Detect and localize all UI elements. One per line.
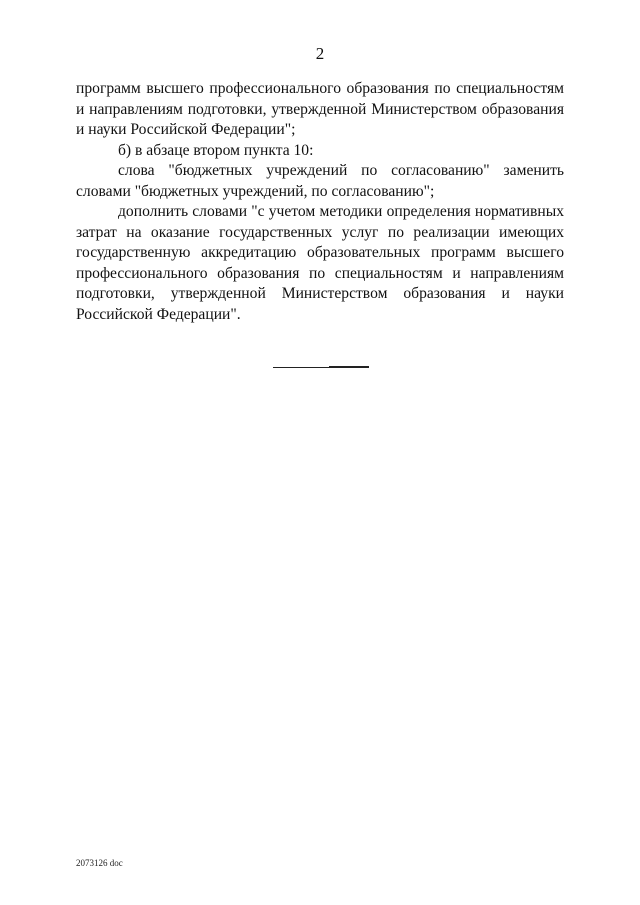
paragraph-subitem-b: б) в абзаце втором пункта 10: (118, 141, 314, 159)
page-number: 2 (315, 44, 325, 63)
paragraph-continuation: программ высшего профессионального образования по специальностям и направлениям подготовки, утвержденной Министерством образования и науки Российской Федерации"; (76, 80, 564, 138)
footer-doc-code: 2073126 doc (76, 858, 123, 868)
paragraph-add-words: дополнить словами "с учетом методики определения нормативных затрат на оказание государственных услуг по реализации имеющих государственную аккредитацию образовательных программ высшего профессионального образования по специальностям и направлениям подготовки, утвержденной Министерством образования и науки Российской Федерации". (76, 203, 564, 323)
section-divider-accent (329, 366, 369, 367)
document-body (76, 79, 564, 325)
paragraph-replace-words: слова "бюджетных учреждений по согласованию" заменить словами "бюджетных учреждений, по согласованию"; (76, 162, 564, 200)
section-divider (273, 367, 369, 368)
